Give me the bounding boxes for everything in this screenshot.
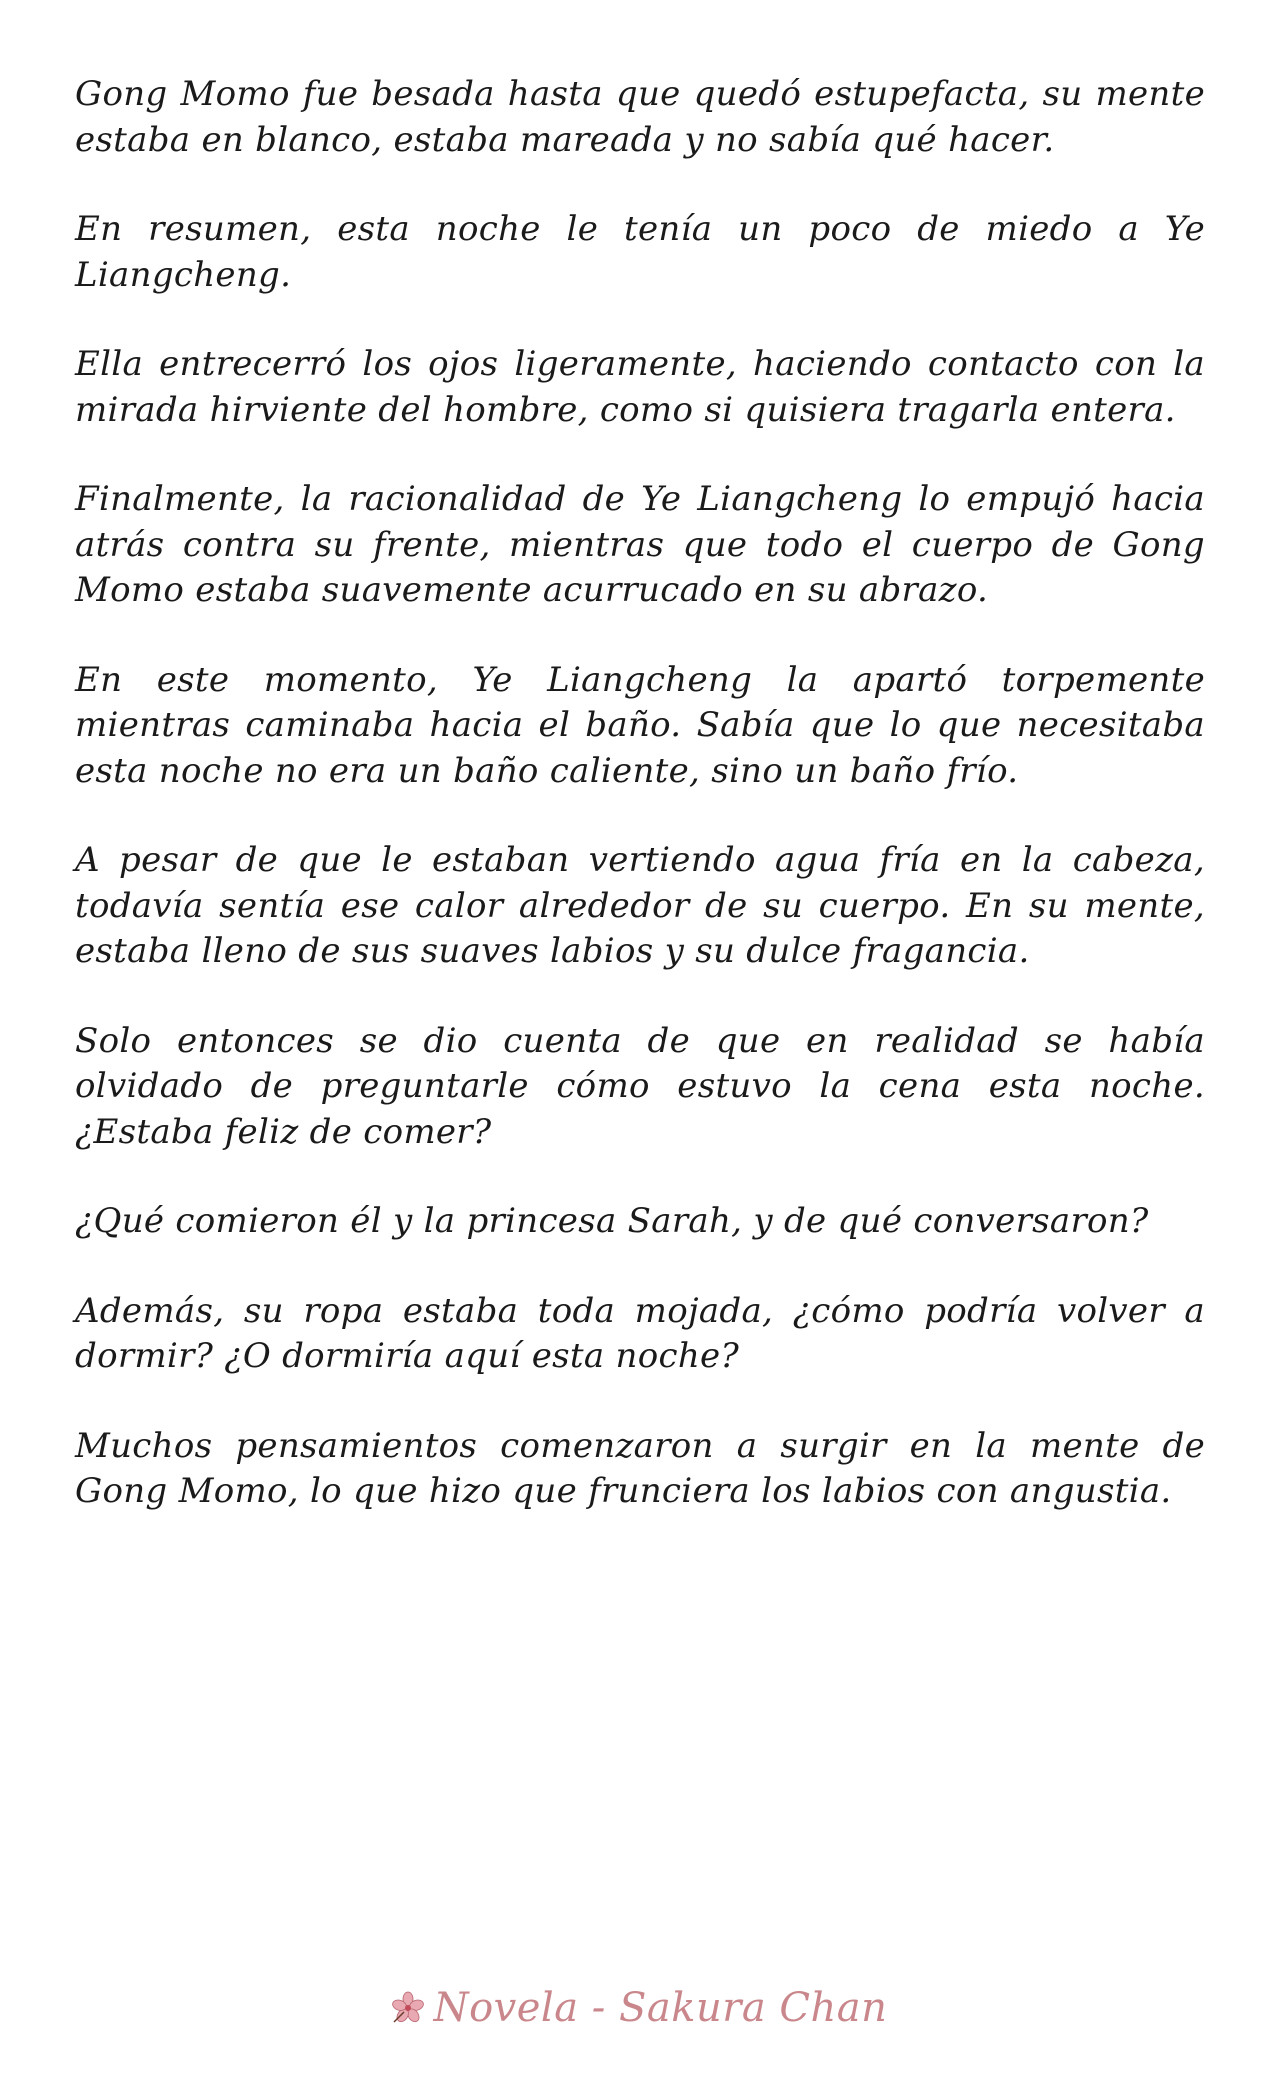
paragraph-4: Finalmente, la racionalidad de Ye Liangcheng lo empujó hacia atrás contra su frente, mientras que todo el cuerpo de Gong Momo estaba suavemente acurrucado en su abrazo. [75,479,1205,610]
paragraph-8: ¿Qué comieron él y la princesa Sarah, y de qué conversaron? [75,1201,1149,1241]
paragraph-1: Gong Momo fue besada hasta que quedó estupefacta, su mente estaba en blanco, estaba mareada y no sabía qué hacer. [75,74,1205,160]
paragraph-6: A pesar de que le estaban vertiendo agua fría en la cabeza, todavía sentía ese calor alrededor de su cuerpo. En su mente, estaba lleno de sus suaves labios y su dulce fragancia. [75,840,1205,971]
paragraph-9: Además, su ropa estaba toda mojada, ¿cómo podría volver a dormir? ¿O dormiría aquí esta noche? [75,1290,1205,1376]
watermark-text: Novela - Sakura Chan [433,1985,888,2031]
cherry-blossom-icon [388,1988,428,2028]
paragraph-2: En resumen, esta noche le tenía un poco de miedo a Ye Liangcheng. [75,209,1205,295]
paragraph-3: Ella entrecerró los ojos ligeramente, haciendo contacto con la mirada hirviente del hombre, como si quisiera tragarla entera. [75,344,1205,430]
watermark-footer [0,1985,1275,2031]
document-body [75,72,1205,1559]
paragraph-7: Solo entonces se dio cuenta de que en realidad se había olvidado de preguntarle cómo estuvo la cena esta noche. ¿Estaba feliz de comer? [75,1020,1205,1152]
paragraph-10: Muchos pensamientos comenzaron a surgir en la mente de Gong Momo, lo que hizo que frunciera los labios con angustia. [75,1425,1205,1511]
paragraph-5: En este momento, Ye Liangcheng la apartó torpemente mientras caminaba hacia el baño. Sabía que lo que necesitaba esta noche no era un baño caliente, sino un baño frío. [75,659,1205,791]
